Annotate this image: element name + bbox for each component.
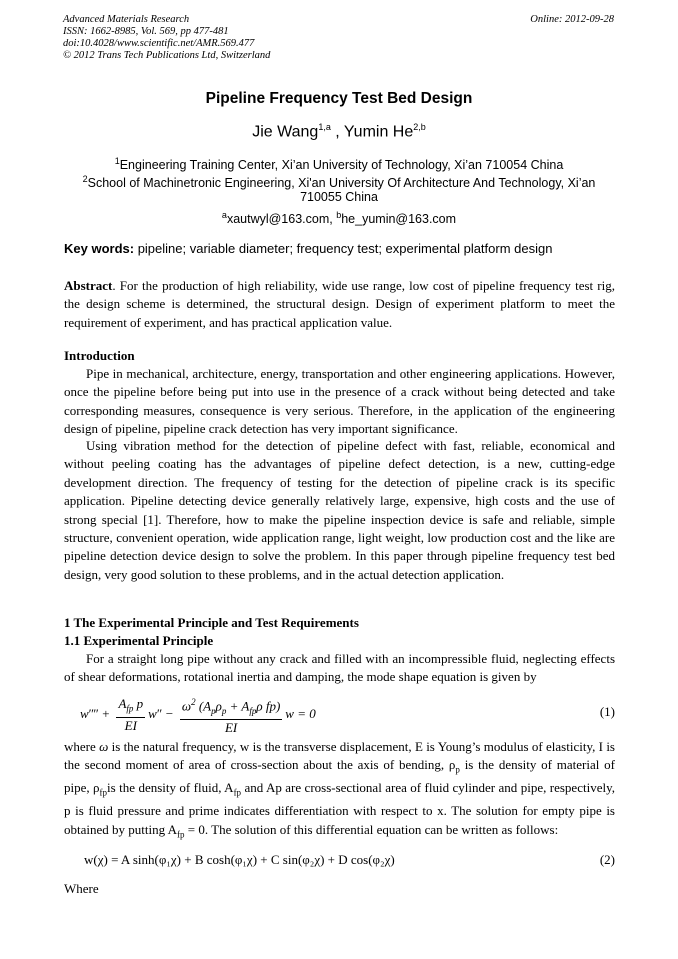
copyright-line: © 2012 Trans Tech Publications Ltd, Switzerland [63, 50, 271, 61]
abstract-label: Abstract [64, 278, 113, 293]
p2-sub-fp: fp [99, 788, 108, 798]
p2-b: is the natural frequency, w is the transverse displacement, E is Young’s modulus of elasticity, I is the second moment of area of cross-section about the axis of bending, ρ [64, 739, 619, 773]
equation-2-number: (2) [599, 852, 615, 867]
author-sep: , [330, 123, 344, 141]
section-1-paragraph-1: For a straight long pipe without any crack and filled with an incompressible fluid, neglecting effects of shear deformations, rotational inertia and damping, the mode shape equation is given by [64, 651, 615, 685]
journal-header [63, 14, 270, 62]
equation-2 [64, 852, 615, 872]
equation-1-formula: wʺʺ + $\frac{A_{fp} p}{EI}$ wʺ − $\frac{\omega^2 (A_p\rho_p + A_{fp}\rho fp)}{EI}$ w = 0 [80, 694, 316, 736]
intro-paragraph-1: Pipe in mechanical, architecture, energy, transportation and other engineering applications. However, once the pipeline before being put into use in the presence of a crack without being detected and take corresponding measures, consequence is very serious. Therefore, in the application of the engineering design of pipeline, pipeline crack detection has very important significance. [64, 366, 615, 437]
keywords [64, 241, 615, 256]
aff1-text: Engineering Training Center, Xi’an University of Technology, Xi’an 710054 China [119, 158, 564, 173]
p2-omega: ω [99, 739, 109, 754]
p2-c: is the density of material of pipe, ρ [64, 757, 619, 796]
author-2: Yumin He [343, 123, 414, 141]
aff2-line2: 710055 China [300, 190, 378, 204]
section-1-1-heading: 1.1 Experimental Principle [64, 633, 214, 648]
equation-1 [64, 694, 615, 735]
email-line [0, 206, 678, 228]
author-line [0, 122, 678, 141]
email-a-sup: a [221, 210, 227, 220]
author-1-sup: 1,a [318, 122, 331, 132]
p2-d: is the density of fluid, A [107, 780, 234, 796]
aff2-sup: 2 [82, 174, 88, 184]
keywords-text: pipeline; variable diameter; frequency test; experimental platform design [134, 241, 553, 256]
p2-e: and Ap are cross-sectional area of fluid cylinder and pipe, respectively, p is fluid pressure and prime indicates differentiation with respect to x. The solution for empty pipe is obtained by putting A [64, 780, 619, 837]
equation-1-number: (1) [599, 704, 615, 719]
section-1-heading: 1 The Experimental Principle and Test Requirements [64, 615, 359, 630]
p2-a: where [64, 739, 100, 754]
online-date: Online: 2012-09-28 [530, 14, 614, 25]
p2-sub-p: p [455, 765, 460, 775]
p2-f: = 0. The solution of this differential equation can be written as follows: [184, 821, 559, 837]
doi-line: doi:10.4028/www.scientific.net/AMR.569.477 [63, 38, 255, 49]
paper-title: Pipeline Frequency Test Bed Design [205, 90, 473, 107]
abstract-text: . For the production of high reliability, wide use range, low cost of pipeline frequency test rig, the design scheme is determined, the structural design. Design of experiment platform to meet the requirement of experiment, and has practical application value. [64, 278, 615, 330]
aff1-sup: 1 [114, 156, 120, 166]
issn-line: ISSN: 1662-8985, Vol. 569, pp 477-481 [63, 26, 229, 37]
abstract [64, 277, 615, 332]
where-label: Where [64, 881, 99, 896]
section-1-paragraph-2 [64, 738, 619, 844]
aff2-line1: School of Machinetronic Engineering, Xi'an University Of Architecture And Technology, Xi’an [87, 176, 596, 191]
email-a: xautwyl@163.com, [226, 212, 337, 227]
author-2-sup: 2,b [413, 122, 426, 132]
keywords-label: Key words: [64, 241, 135, 256]
email-b-sup: b [336, 210, 342, 220]
journal-name: Advanced Materials Research [63, 14, 190, 25]
equation-2-formula: w(χ) = A sinh(φ₁χ) + B cosh(φ₁χ) + C sin(φ₂χ) + D cos(φ₂χ) [84, 852, 395, 867]
author-1: Jie Wang [252, 123, 319, 141]
email-b: he_yumin@163.com [341, 212, 457, 227]
intro-paragraph-2: Using vibration method for the detection of pipeline defect with fast, reliable, economical and without peeling coating has the advantages of pipeline defect detection, is a new, cutting-edge development direction. The frequency of testing for the detection of pipeline crack is its specific application. Pipeline detecting device generally relatively large, expensive, high costs and the use of strong special [1]. Therefore, how to make the pipeline inspection device is safe and reliable, simple structure, convenient operation, wide application range, light weight, low production cost and the like are pipeline detection device design to solve the problem. In this paper through pipeline frequency test bed design, very good solution to these problems, and in the actual detection application. [64, 438, 615, 582]
p2-sub-fp3: fp [177, 829, 185, 840]
introduction-heading: Introduction [64, 348, 135, 363]
p2-sub-fp2: fp [233, 788, 242, 798]
